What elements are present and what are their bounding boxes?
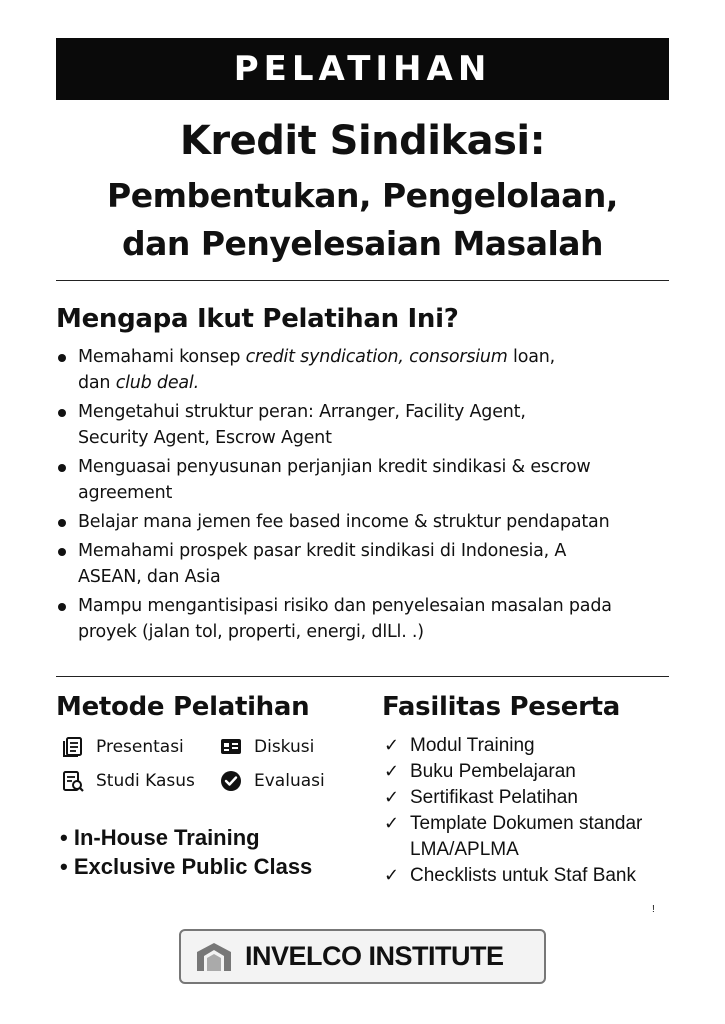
why-item bbox=[56, 399, 676, 451]
why-item-text: Mampu mengantisipasi risiko dan penyelesaian masalan pada bbox=[78, 596, 612, 616]
method-label: Diskusi bbox=[254, 737, 315, 757]
why-item bbox=[56, 509, 676, 535]
why-item-text: loan, bbox=[507, 347, 555, 367]
case-study-icon bbox=[62, 770, 84, 792]
why-item-text: Mengetahui struktur peran: Arranger, Facility Agent, bbox=[78, 402, 526, 422]
facility-text: Template Dokumen standar LMA/APLMA bbox=[410, 813, 643, 860]
header-banner bbox=[56, 38, 669, 100]
facility-item bbox=[384, 733, 704, 759]
invelco-logo-icon bbox=[193, 940, 235, 974]
check-circle-icon bbox=[220, 770, 242, 792]
training-types bbox=[60, 823, 312, 881]
check-icon: ✓ bbox=[384, 813, 400, 834]
why-item-text: agreement bbox=[78, 483, 173, 503]
check-icon: ✓ bbox=[384, 787, 400, 808]
logo-badge bbox=[179, 929, 546, 984]
stray-mark: ! bbox=[652, 904, 655, 915]
why-item-text: Belajar mana jemen fee based income & struktur pendapatan bbox=[78, 512, 610, 532]
facility-text: Sertifikast Pelatihan bbox=[410, 787, 578, 808]
why-item-text-italic: credit syndication, consorsium bbox=[245, 347, 508, 367]
document-stack-icon bbox=[62, 736, 84, 758]
why-item bbox=[56, 593, 676, 645]
method-label: Studi Kasus bbox=[96, 771, 195, 791]
facility-text: Buku Pembelajaran bbox=[410, 761, 576, 782]
why-list bbox=[56, 344, 676, 648]
method-label: Presentasi bbox=[96, 737, 184, 757]
facility-item bbox=[384, 811, 684, 863]
discussion-board-icon bbox=[220, 736, 242, 758]
divider bbox=[56, 676, 669, 677]
facility-item bbox=[384, 759, 704, 785]
banner-label: PELATIHAN bbox=[233, 49, 492, 89]
why-item bbox=[56, 344, 676, 396]
facility-text: Checklists untuk Staf Bank bbox=[410, 865, 636, 886]
facility-item bbox=[384, 785, 704, 811]
why-item-text: proyek (jalan tol, properti, energi, dlLl. .) bbox=[78, 622, 424, 642]
divider bbox=[56, 280, 669, 281]
page-subtitle-line-1: Pembentukan, Pengelolaan, bbox=[107, 176, 618, 215]
method-diskusi bbox=[220, 736, 314, 758]
why-item-text: ASEAN, dan Asia bbox=[78, 567, 221, 587]
check-icon: ✓ bbox=[384, 761, 400, 782]
why-item-text: dan bbox=[78, 373, 116, 393]
method-presentasi bbox=[62, 736, 184, 758]
page-title: Kredit Sindikasi: bbox=[179, 118, 546, 164]
check-icon: ✓ bbox=[384, 735, 400, 756]
method-evaluasi bbox=[220, 770, 325, 792]
logo-text: INVELCO INSTITUTE bbox=[245, 941, 504, 971]
methods-heading: Metode Pelatihan bbox=[56, 692, 310, 722]
why-item-text-italic: club deal. bbox=[115, 373, 199, 393]
why-item-text: Memahami prospek pasar kredit sindikasi di Indonesia, A bbox=[78, 541, 567, 561]
method-studi-kasus bbox=[62, 770, 195, 792]
why-item bbox=[56, 454, 676, 506]
method-label: Evaluasi bbox=[254, 771, 325, 791]
facility-item bbox=[384, 863, 704, 889]
page-subtitle-line-2: dan Penyelesaian Masalah bbox=[121, 224, 604, 263]
why-item-text: Security Agent, Escrow Agent bbox=[78, 428, 332, 448]
why-item-text: Memahami konsep bbox=[78, 347, 246, 367]
facilities-heading: Fasilitas Peserta bbox=[382, 692, 620, 722]
training-type: • Exclusive Public Class bbox=[60, 852, 312, 881]
why-heading: Mengapa Ikut Pelatihan Ini? bbox=[56, 304, 459, 334]
why-item bbox=[56, 538, 676, 590]
facilities-list bbox=[384, 733, 704, 889]
facility-text: Modul Training bbox=[410, 735, 535, 756]
why-item-text: Menguasai penyusunan perjanjian kredit sindikasi & escrow bbox=[78, 457, 591, 477]
check-icon: ✓ bbox=[384, 865, 400, 886]
training-type: • In-House Training bbox=[60, 823, 312, 852]
